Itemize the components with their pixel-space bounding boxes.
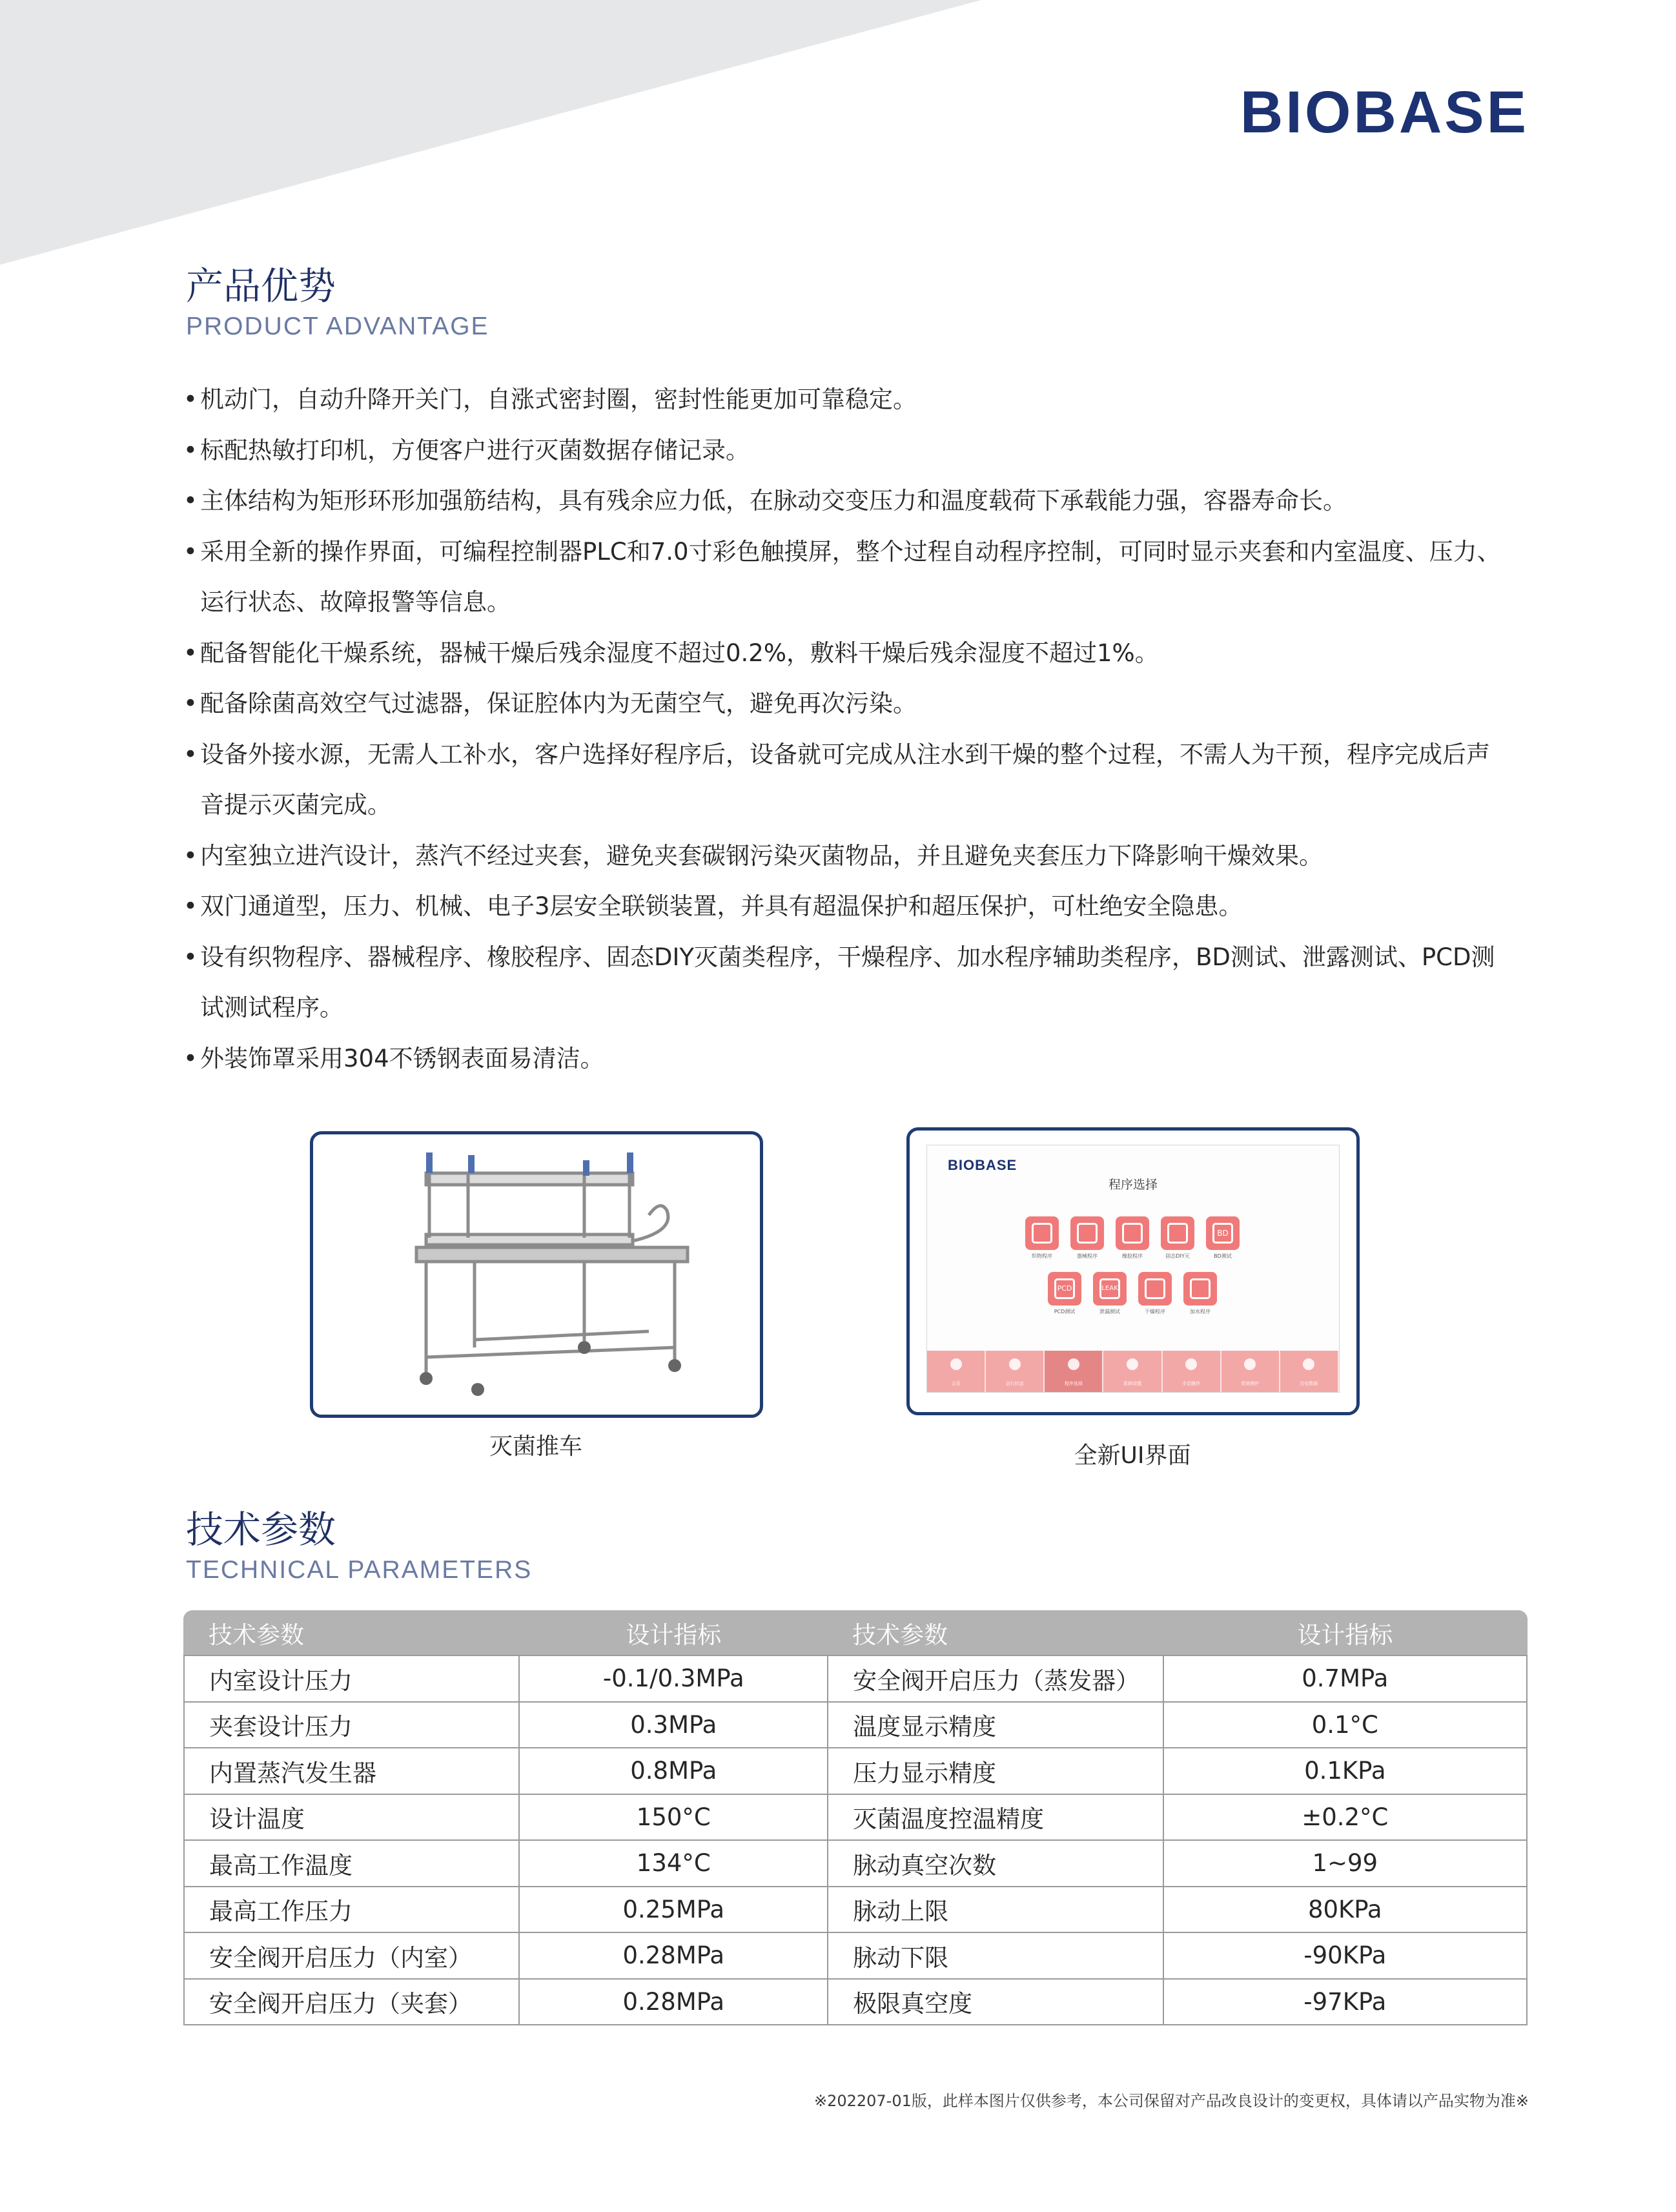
ui-maintenance-button[interactable] <box>1221 1351 1280 1392</box>
ui-bar-label: 程序选择 <box>1064 1381 1083 1386</box>
param-name: 压力显示精度 <box>828 1748 1163 1794</box>
param-value: 80KPa <box>1163 1887 1527 1933</box>
program-label: 固态DIY灭 <box>1165 1253 1190 1259</box>
ui-caption: 全新UI界面 <box>1074 1442 1191 1469</box>
param-name: 设计温度 <box>184 1794 519 1841</box>
ui-status-button[interactable] <box>986 1351 1045 1392</box>
program-fabric-icon[interactable] <box>1025 1216 1059 1250</box>
ui-home-button[interactable] <box>927 1351 986 1392</box>
advantage-list <box>183 374 1513 1084</box>
ui-logo: BIOBASE <box>948 1157 1017 1173</box>
param-name: 脉动上限 <box>828 1887 1163 1933</box>
table-row <box>184 1794 1527 1841</box>
param-value: 150°C <box>519 1794 828 1841</box>
program-instrument-icon[interactable] <box>1070 1216 1104 1250</box>
ui-screen-photo <box>906 1127 1360 1415</box>
ui-program-button[interactable] <box>1045 1351 1103 1392</box>
header-param: 技术参数 <box>209 1621 304 1649</box>
param-name: 脉动真空次数 <box>828 1840 1163 1887</box>
param-name: 安全阀开启压力（内室） <box>184 1932 519 1979</box>
header-param: 技术参数 <box>852 1621 948 1649</box>
param-name: 灭菌温度控温精度 <box>828 1794 1163 1841</box>
program-label: 器械程序 <box>1077 1253 1098 1259</box>
param-name: 脉动下限 <box>828 1932 1163 1979</box>
program-water-icon[interactable] <box>1183 1272 1217 1306</box>
program-leak-icon[interactable]: LEAK <box>1093 1272 1127 1306</box>
corner-decoration <box>0 0 981 265</box>
param-name: 安全阀开启压力（夹套） <box>184 1979 519 2025</box>
header-value: 设计指标 <box>626 1621 722 1649</box>
program-dry-icon[interactable] <box>1138 1272 1172 1306</box>
list-item: • 外装饰罩采用304不锈钢表面易清洁。 <box>183 1034 1513 1085</box>
program-label: PCD测试 <box>1054 1309 1076 1315</box>
advantage-title-cn: 产品优势 <box>186 264 336 308</box>
param-value: 0.28MPa <box>519 1979 828 2025</box>
ui-bar-label: 系统设置 <box>1123 1381 1141 1386</box>
param-value: 0.8MPa <box>519 1748 828 1794</box>
ui-bar-label: 运行状态 <box>1005 1381 1024 1386</box>
program-pcd-icon[interactable]: PCD <box>1048 1272 1081 1306</box>
cart-photo <box>310 1131 763 1418</box>
program-label: 加水程序 <box>1190 1309 1211 1315</box>
param-value: ±0.2°C <box>1163 1794 1527 1841</box>
ui-bottom-bar <box>927 1351 1339 1392</box>
table-row <box>184 1702 1527 1748</box>
param-name: 内室设计压力 <box>184 1655 519 1702</box>
footnote: ※202207-01版，此样本图片仅供参考，本公司保留对产品改良设计的变更权，具体请以产品实物为准※ <box>813 2092 1529 2110</box>
list-item: • 配备除菌高效空气过滤器，保证腔体内为无菌空气，避免再次污染。 <box>183 679 1513 730</box>
list-item: • 配备智能化干燥系统，器械干燥后残余湿度不超过0.2%，敷料干燥后残余湿度不超过1%。 <box>183 628 1513 679</box>
table-row <box>184 1932 1527 1979</box>
param-value: 0.7MPa <box>1163 1655 1527 1702</box>
program-label: 泄漏测试 <box>1099 1309 1120 1315</box>
ui-screen <box>926 1145 1340 1393</box>
param-name: 内置蒸汽发生器 <box>184 1748 519 1794</box>
param-name: 安全阀开启压力（蒸发器） <box>828 1655 1163 1702</box>
ui-history-button[interactable] <box>1280 1351 1339 1392</box>
program-bd-icon[interactable]: BD <box>1206 1216 1240 1250</box>
list-item: • 双门通道型，压力、机械、电子3层安全联锁装置，并具有超温保护和超压保护，可杜绝安全隐患。 <box>183 881 1513 932</box>
table-row <box>184 1655 1527 1702</box>
param-name: 最高工作压力 <box>184 1887 519 1933</box>
param-value: 0.3MPa <box>519 1702 828 1748</box>
param-name: 最高工作温度 <box>184 1840 519 1887</box>
list-item: • 设备外接水源，无需人工补水，客户选择好程序后，设备就可完成从注水到干燥的整个过程，不需人为干预，程序完成后声音提示灭菌完成。 <box>183 730 1513 831</box>
ui-bar-label: 主页 <box>951 1381 961 1386</box>
list-item: • 设有织物程序、器械程序、橡胶程序、固态DIY灭菌类程序，干燥程序、加水程序辅助类程序，BD测试、泄露测试、PCD测试测试程序。 <box>183 932 1513 1034</box>
ui-settings-button[interactable] <box>1103 1351 1162 1392</box>
table-row <box>184 1979 1527 2025</box>
param-value: 134°C <box>519 1840 828 1887</box>
table-row <box>184 1887 1527 1933</box>
ui-bar-label: 历史数据 <box>1300 1381 1318 1386</box>
param-value: 0.28MPa <box>519 1932 828 1979</box>
brand-logo: BIOBASE <box>1240 79 1529 145</box>
param-name: 夹套设计压力 <box>184 1702 519 1748</box>
list-item: • 采用全新的操作界面，可编程控制器PLC和7.0寸彩色触摸屏，整个过程自动程序控制，可同时显示夹套和内室温度、压力、运行状态、故障报警等信息。 <box>183 527 1513 628</box>
table-row <box>184 1748 1527 1794</box>
advantage-title-en: PRODUCT ADVANTAGE <box>186 312 489 340</box>
program-rubber-icon[interactable] <box>1116 1216 1149 1250</box>
param-value: 0.1KPa <box>1163 1748 1527 1794</box>
technical-title-cn: 技术参数 <box>186 1508 336 1551</box>
program-label: 橡胶程序 <box>1122 1253 1143 1259</box>
parameters-table <box>183 1610 1528 2025</box>
param-value: 1~99 <box>1163 1840 1527 1887</box>
table-row <box>184 1840 1527 1887</box>
ui-title: 程序选择 <box>1108 1178 1158 1192</box>
param-value: -90KPa <box>1163 1932 1527 1979</box>
param-value: -0.1/0.3MPa <box>519 1655 828 1702</box>
list-item: • 标配热敏打印机，方便客户进行灭菌数据存储记录。 <box>183 425 1513 476</box>
table-header-row <box>184 1610 1527 1655</box>
program-label: BD测试 <box>1214 1253 1232 1259</box>
ui-bar-label: 系统维护 <box>1241 1381 1260 1386</box>
param-value: -97KPa <box>1163 1979 1527 2025</box>
cart-caption: 灭菌推车 <box>489 1433 582 1460</box>
technical-title-en: TECHNICAL PARAMETERS <box>186 1556 533 1584</box>
param-value: 0.25MPa <box>519 1887 828 1933</box>
cart-illustration <box>313 1134 760 1415</box>
program-label: 织物程序 <box>1032 1253 1052 1259</box>
param-name: 极限真空度 <box>828 1979 1163 2025</box>
param-name: 温度显示精度 <box>828 1702 1163 1748</box>
list-item: • 内室独立进汽设计，蒸汽不经过夹套，避免夹套碳钢污染灭菌物品，并且避免夹套压力下降影响干燥效果。 <box>183 831 1513 882</box>
list-item: • 主体结构为矩形环形加强筋结构，具有残余应力低，在脉动交变压力和温度载荷下承载能力强，容器寿命长。 <box>183 476 1513 527</box>
list-item: • 机动门，自动升降开关门，自涨式密封圈，密封性能更加可靠稳定。 <box>183 374 1513 425</box>
program-diy-icon[interactable] <box>1161 1216 1194 1250</box>
param-value: 0.1°C <box>1163 1702 1527 1748</box>
program-label: 干燥程序 <box>1145 1309 1165 1315</box>
ui-bar-label: 手动操作 <box>1182 1381 1201 1386</box>
ui-manual-button[interactable] <box>1163 1351 1221 1392</box>
header-value: 设计指标 <box>1297 1621 1393 1649</box>
